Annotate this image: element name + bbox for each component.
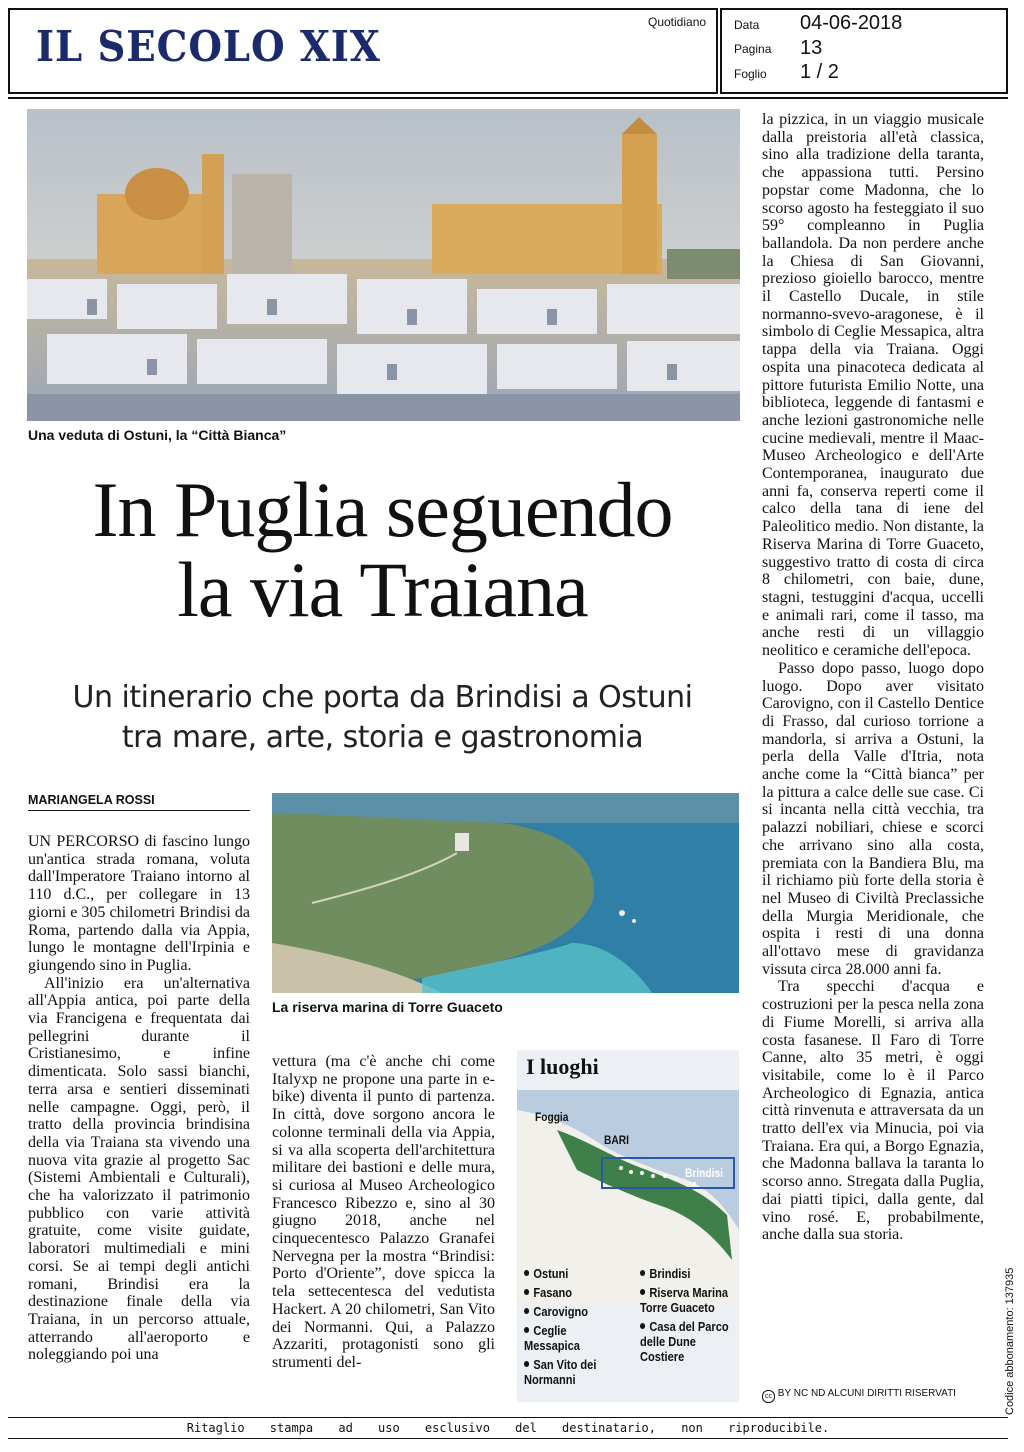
author-byline: MARIANGELA ROSSI (28, 793, 250, 811)
bullet-icon (524, 1289, 529, 1295)
article-column-1 (28, 833, 250, 1364)
paragraph: Tra specchi d'acqua e costruzioni per la pesca nella zona di Fiume Morelli, si arriva alla costa fasanese. Il Faro di Torre Canne, alto 35 metri, è oggi visitabile, come lo è il Parco Archeologico di Egnazia, antica città rinvenuta e attraversata da un tratto dell'ex via Minucia, poi via Traiana. Era qui, a Borgo Egnazia, che Madonna ballava la taranta lo scorso anno. Stregata dalla Puglia, dai piatti tipici, dalla gente, dal vino rosé. E, probabilmente, anche dalla sua storia. (762, 978, 984, 1244)
ostuni-photo (27, 109, 740, 421)
license-notice: cc BY NC ND ALCUNI DIRITTI RISERVATI (762, 1388, 956, 1403)
bullet-icon (524, 1327, 529, 1333)
legend-item: Riserva Marina Torre Guaceto (640, 1285, 728, 1315)
bullet-icon (524, 1270, 529, 1276)
legend-item: Ostuni (524, 1266, 618, 1281)
subheadline-line-1: Un itinerario che porta da Brindisi a Ostuni (72, 680, 693, 715)
article-column-3 (762, 111, 984, 1244)
ostuni-caption: Una veduta di Ostuni, la “Città Bianca” (28, 427, 287, 443)
headline-line-2: la via Traiana (177, 546, 588, 633)
torre-guaceto-photo (272, 793, 739, 993)
map-label-foggia: Foggia (535, 1110, 569, 1124)
legend-item: Casa del Parco delle Dune Costiere (640, 1319, 729, 1364)
paragraph: vettura (ma c'è anche chi come Italyxp ne propone una parte in e-bike) diventa il punto di partenza. In città, dove sorgono ancora le colonne terminali della via Appia, si va alla scoperta dell'architettura militare dei bastioni e delle mura, si curiosa al Museo Archeologico Francesco Ribezzo e, sino al 30 giugno 2018, anche nel cinquecentesco Palazzo Granafei Nervegna per la mostra “Brindisi: Porto d'Oriente”, dove spicca la tela settecentesca del vedutista Hackert. A 20 chilometri, San Vito dei Normanni. Qui, a Palazzo Azzariti, protagonisti sono gli strumenti del- (272, 1053, 495, 1371)
bullet-icon (640, 1289, 645, 1295)
paragraph: UN PERCORSO di fascino lungo un'antica strada romana, voluta dall'Imperatore Traiano intorno al 110 d.C., per collegare in 13 giorni e 305 chilometri Brindisi da Roma, partendo dalla via Appia, lungo le montagne dell'Irpinia e giungendo sino in Puglia. (28, 833, 250, 974)
legend-right (640, 1266, 734, 1364)
page-label: Pagina (734, 42, 772, 56)
bullet-icon (640, 1270, 645, 1276)
legend-item: San Vito dei Normanni (524, 1357, 597, 1387)
subheadline-line-2: tra mare, arte, storia e gastronomia (121, 720, 644, 755)
newspaper-logo: IL SECOLO XIX (36, 22, 381, 71)
legend-item: Brindisi (640, 1266, 734, 1281)
header-rule (8, 97, 1008, 99)
footer-notice: Ritaglio stampa ad uso esclusivo del destinatario, non riproducibile. (8, 1417, 1008, 1439)
map-label-bari: BARI (604, 1133, 629, 1147)
legend-left (524, 1266, 618, 1387)
legend-item: Ceglie Messapica (524, 1323, 580, 1353)
legend-item: Carovigno (524, 1304, 618, 1319)
paragraph: Passo dopo passo, luogo dopo luogo. Dopo aver visitato Carovigno, con il Castello Dentice di Frasso, dal curioso torrione a mandorla, si arriva a Ostuni, la perla della Valle d'Itria, nota anche come la “Città bianca” per la pittura a calce delle sue case. Ci si incanta nella città vecchia, tra palazzi nobiliari, chiese e scorci che arrivano sino alla costa, premiata con la Bandiera Blu, ma il richiamo più forte della storia è nel Museo di Civiltà Preclassiche della Murgia Meridionale, che ospita i resti di una donna all'ottavo mese di gravidanza vissuta circa 28.000 anni fa. (762, 659, 984, 978)
article-column-2 (272, 1053, 495, 1372)
paragraph: All'inizio era un'alternativa all'Appia antica, poi parte della via Francigena e frequentata dai pellegrini durante il Cristianesimo, e infine dimenticata. Solo sassi bianchi, terra arsa e sentieri disseminati nelle campagne. Oggi, però, il tratto della provincia brindisina della via Traiana sta vivendo una nuova vita grazie al progetto Sac (Sistemi Ambientali e Culturali), che ha valorizzato il patrimonio pubblico con varie attività gratuite, come visite guidate, laboratori multimediali e mini corsi. Se ai tempi degli antichi romani, Brindisi era la destinazione finale della via Traiana, in un percorso attuale, atterrando all'aeroporto e noleggiando poi una (28, 974, 250, 1364)
creative-commons-icon: cc (762, 1390, 775, 1403)
sheet-label: Foglio (734, 67, 767, 81)
bullet-icon (524, 1361, 529, 1367)
page-value: 13 (800, 37, 823, 59)
legend-item: Fasano (524, 1285, 618, 1300)
map-label-brindisi: Brindisi (685, 1166, 723, 1180)
subscription-code: Codice abbonamento: 137935 (1004, 1267, 1016, 1415)
date-value: 04-06-2018 (800, 12, 903, 34)
subheadline (20, 678, 745, 758)
bullet-icon (524, 1308, 529, 1314)
date-label: Data (734, 18, 760, 32)
torre-guaceto-caption: La riserva marina di Torre Guaceto (272, 999, 503, 1015)
map-title: I luoghi (526, 1054, 599, 1079)
headline (20, 466, 745, 633)
paragraph: la pizzica, in un viaggio musicale dalla preistoria all'età classica, sino alla tradizione della taranta, che appassiona tutti. Persino popstar come Madonna, che lo scorso agosto ha festeggiato il suo 59° compleanno in Puglia ballandola. Da non perdere anche la Chiesa di San Giovanni, prezioso gioiello barocco, mentre il Castello Ducale, in stile normanno-svevo-aragonese, è il simbolo di Ceglie Messapica, altra tappa della via Traiana. Oggi ospita una pinacoteca dedicata al pittore futurista Emilio Notte, una biblioteca, leggende di fantasmi e anche lezioni gastronomiche nelle cucine medievali, mentre il Maac-Museo Archeologico e dell'Arte Contemporanea, inaugurato due anni fa, conserva reperti come il calco della tana di iene del Paleolitico medio. Non distante, la Riserva Marina di Torre Guaceto, suggestivo tratto di costa di circa 8 chilometri, con baie, dune, stagni, testuggini d'acqua, uccelli e animali rari, come il tasso, ma anche resti di un villaggio neolitico e ceramiche dell'epoca. (762, 111, 984, 660)
bullet-icon (640, 1323, 645, 1329)
headline-line-1: In Puglia seguendo (92, 466, 673, 553)
sheet-value: 1 / 2 (800, 61, 839, 83)
publication-type: Quotidiano (648, 15, 707, 29)
